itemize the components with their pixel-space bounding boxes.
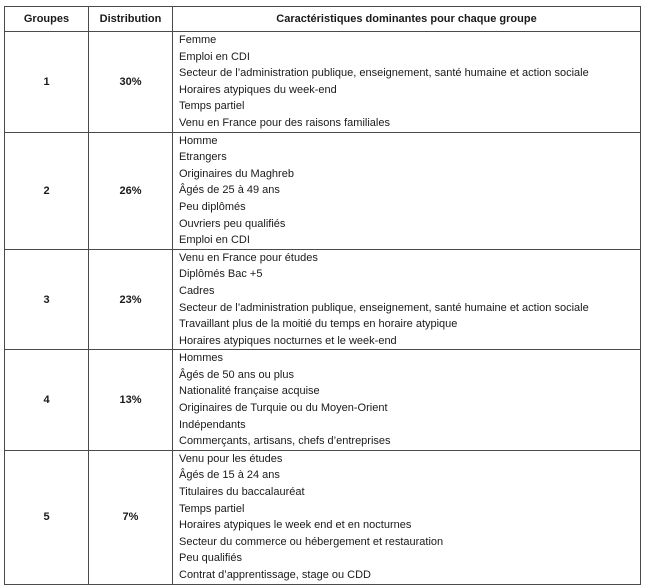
group-number: 4 — [5, 350, 89, 451]
group-characteristics — [173, 32, 641, 133]
groups-table — [4, 6, 641, 585]
group-distribution: 30% — [89, 32, 173, 133]
characteristic-item: Travaillant plus de la moitié du temps en horaire atypique — [179, 318, 458, 331]
group-number: 2 — [5, 132, 89, 249]
characteristic-item: Homme — [179, 134, 218, 147]
characteristic-item: Hommes — [179, 352, 224, 365]
characteristic-item: Indépendants — [179, 418, 246, 431]
characteristic-item: Ouvriers peu qualifiés — [179, 217, 286, 230]
characteristic-item: Venu en France pour des raisons familiales — [179, 116, 390, 129]
characteristic-item: Temps partiel — [179, 100, 245, 113]
table-row — [5, 249, 641, 350]
characteristic-item: Peu qualifiés — [179, 552, 242, 565]
characteristic-item: Emploi en CDI — [179, 234, 250, 247]
table-row — [5, 32, 641, 133]
group-characteristics — [173, 249, 641, 350]
characteristic-item: Femme — [179, 34, 217, 46]
characteristic-item: Contrat d’apprentissage, stage ou CDD — [179, 569, 371, 581]
characteristic-item: Venu en France pour études — [179, 251, 318, 264]
characteristic-item: Âgés de 25 à 49 ans — [179, 184, 280, 197]
group-distribution: 23% — [89, 249, 173, 350]
group-distribution: 7% — [89, 450, 173, 584]
characteristic-item: Nationalité française acquise — [179, 385, 320, 398]
group-characteristics — [173, 132, 641, 249]
table-row — [5, 350, 641, 451]
group-number: 3 — [5, 249, 89, 350]
header-characteristics: Caractéristiques dominantes pour chaque groupe — [173, 7, 641, 32]
characteristic-item: Titulaires du baccalauréat — [179, 486, 305, 499]
table-row — [5, 132, 641, 249]
characteristic-item: Horaires atypiques du week-end — [179, 83, 337, 96]
characteristic-item: Commerçants, artisans, chefs d’entreprises — [179, 435, 391, 448]
characteristic-item: Etrangers — [179, 151, 227, 164]
group-characteristics — [173, 450, 641, 584]
group-distribution: 26% — [89, 132, 173, 249]
characteristic-item: Horaires atypiques le week end et en nocturnes — [179, 519, 412, 532]
header-distribution: Distribution — [89, 7, 173, 32]
characteristic-item: Temps partiel — [179, 502, 245, 515]
characteristic-item: Originaires du Maghreb — [179, 167, 294, 180]
characteristic-item: Secteur de l’administration publique, enseignement, santé humaine et action sociale — [179, 301, 589, 314]
characteristic-item: Horaires atypiques nocturnes et le week-end — [179, 334, 397, 347]
characteristic-item: Originaires de Turquie ou du Moyen-Orient — [179, 402, 388, 415]
characteristic-item: Venu pour les études — [179, 452, 283, 465]
table-row — [5, 450, 641, 584]
characteristic-item: Cadres — [179, 284, 215, 297]
characteristic-item: Secteur du commerce ou hébergement et restauration — [179, 535, 444, 548]
header-row — [5, 7, 641, 32]
group-distribution: 13% — [89, 350, 173, 451]
header-groups: Groupes — [5, 7, 89, 32]
group-characteristics — [173, 350, 641, 451]
table-body — [5, 32, 641, 585]
characteristic-item: Secteur de l’administration publique, enseignement, santé humaine et action sociale — [179, 67, 589, 80]
characteristic-item: Âgés de 50 ans ou plus — [179, 368, 294, 381]
characteristic-item: Âgés de 15 à 24 ans — [179, 469, 280, 482]
characteristic-item: Peu diplômés — [179, 200, 246, 213]
group-number: 5 — [5, 450, 89, 584]
characteristic-item: Emploi en CDI — [179, 50, 250, 63]
group-number: 1 — [5, 32, 89, 133]
characteristic-item: Diplômés Bac +5 — [179, 268, 263, 281]
